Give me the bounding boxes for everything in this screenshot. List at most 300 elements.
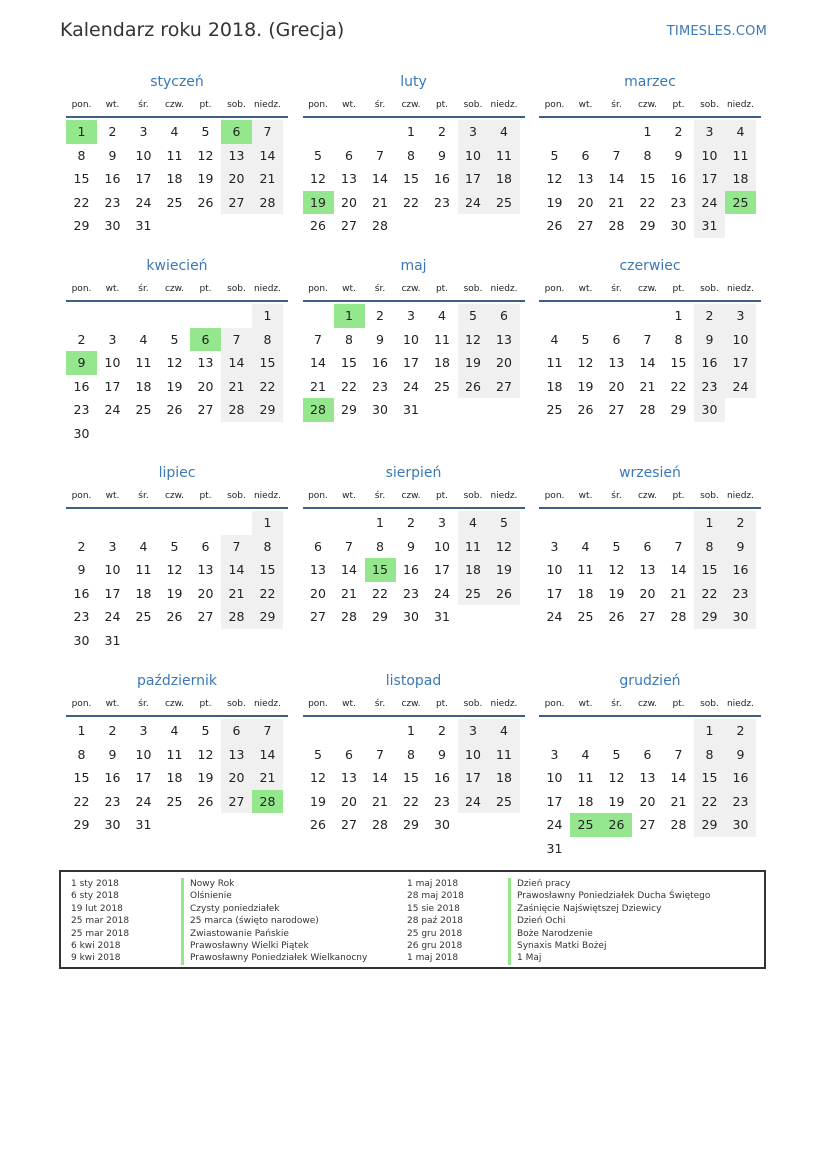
- day-cell: 20: [221, 766, 252, 790]
- day-cell: 26: [166, 402, 183, 417]
- empty-cell: [725, 214, 756, 238]
- day-cell: 30: [434, 817, 450, 832]
- site-link[interactable]: TIMESLES.COM: [666, 24, 767, 39]
- weekday-label: sob.: [700, 491, 719, 501]
- holiday-day-cell: 28: [252, 790, 283, 814]
- empty-cell: [570, 719, 601, 743]
- day-cell: 23: [73, 402, 90, 417]
- day-cell: 21: [221, 375, 252, 399]
- legend-row: [407, 928, 747, 940]
- empty-cell: [128, 304, 159, 328]
- weekday-label: sob.: [463, 699, 483, 709]
- day-cell: 5: [201, 124, 210, 139]
- day-cell: 16: [434, 770, 450, 785]
- day-cell: 9: [725, 535, 756, 559]
- day-cell: 13: [489, 328, 520, 352]
- day-cell: 2: [108, 124, 117, 139]
- day-cell: 13: [341, 770, 357, 785]
- day-cell: 26: [458, 375, 489, 399]
- day-cell: 7: [345, 538, 353, 554]
- day-cell: 3: [458, 120, 489, 144]
- day-cell: 24: [546, 817, 563, 832]
- day-cell: 23: [725, 582, 756, 606]
- day-cell: 17: [546, 585, 563, 601]
- day-cell: 27: [310, 609, 326, 624]
- day-cell: 21: [252, 766, 283, 790]
- empty-cell: [190, 813, 221, 837]
- day-cell: 10: [694, 144, 725, 168]
- empty-cell: [66, 304, 97, 328]
- legend-date: 6 kwi 2018: [71, 940, 121, 951]
- day-cell: 21: [310, 378, 326, 394]
- day-cell: 16: [725, 558, 756, 582]
- weekday-header: [303, 278, 525, 302]
- day-cell: 11: [434, 331, 450, 347]
- day-cell: 5: [201, 723, 210, 738]
- day-cell: 12: [489, 535, 520, 559]
- month-name: październik: [137, 673, 217, 689]
- day-cell: 13: [639, 562, 656, 577]
- month-block: [539, 671, 761, 856]
- day-cell: 11: [166, 746, 183, 762]
- day-cell: 24: [694, 191, 725, 215]
- day-cell: 7: [221, 535, 252, 559]
- empty-cell: [489, 214, 520, 238]
- day-cell: 14: [608, 171, 625, 186]
- day-cell: 28: [670, 817, 687, 832]
- day-cell: 2: [438, 124, 446, 139]
- day-cell: 16: [73, 378, 90, 394]
- day-cell: 14: [252, 743, 283, 767]
- legend-date: 25 mar 2018: [71, 916, 130, 927]
- empty-cell: [190, 511, 221, 535]
- day-cell: 5: [314, 147, 322, 163]
- day-cell: 19: [608, 585, 625, 601]
- empty-cell: [97, 511, 128, 535]
- day-cell: 24: [403, 378, 419, 394]
- empty-cell: [190, 214, 221, 238]
- weekday-label: czw.: [637, 491, 658, 501]
- day-cell: 29: [670, 402, 687, 417]
- day-cell: 24: [135, 194, 152, 210]
- weekday-label: czw.: [401, 699, 421, 709]
- days-grid: [66, 304, 288, 445]
- empty-cell: [252, 422, 283, 446]
- empty-cell: [539, 719, 570, 743]
- month-block: [303, 256, 525, 463]
- day-cell: 17: [725, 351, 756, 375]
- day-cell: 24: [434, 585, 450, 601]
- day-cell: 25: [546, 402, 563, 417]
- day-cell: 25: [577, 609, 594, 624]
- day-cell: 11: [489, 743, 520, 767]
- day-cell: 14: [639, 355, 656, 370]
- day-cell: 22: [252, 582, 283, 606]
- day-cell: 25: [166, 793, 183, 809]
- empty-cell: [190, 422, 221, 446]
- day-cell: 4: [725, 120, 756, 144]
- empty-cell: [601, 719, 632, 743]
- day-cell: 15: [694, 766, 725, 790]
- day-cell: 10: [546, 770, 563, 785]
- day-cell: 21: [639, 378, 656, 394]
- day-cell: 8: [643, 147, 652, 163]
- day-cell: 20: [197, 585, 214, 601]
- day-cell: 22: [252, 375, 283, 399]
- weekday-label: niedz.: [253, 491, 282, 501]
- day-cell: 16: [670, 171, 687, 186]
- empty-cell: [159, 304, 190, 328]
- day-cell: 22: [372, 585, 388, 601]
- day-cell: 22: [73, 793, 90, 809]
- day-cell: 28: [372, 817, 388, 832]
- day-cell: 25: [458, 582, 489, 606]
- day-cell: 27: [197, 402, 214, 417]
- day-cell: 6: [643, 746, 652, 762]
- day-cell: 6: [489, 304, 520, 328]
- day-cell: 5: [458, 304, 489, 328]
- day-cell: 18: [546, 378, 563, 394]
- day-cell: 11: [166, 147, 183, 163]
- weekday-label: pon.: [544, 699, 565, 709]
- empty-cell: [427, 214, 458, 238]
- day-cell: 30: [670, 218, 687, 233]
- empty-cell: [128, 629, 159, 653]
- day-cell: 11: [458, 535, 489, 559]
- day-cell: 26: [310, 218, 326, 233]
- day-cell: 6: [345, 147, 353, 163]
- legend-holiday-name: Synaxis Matki Bożej: [508, 940, 606, 952]
- weekday-label: śr.: [138, 491, 149, 501]
- day-cell: 22: [341, 378, 357, 394]
- day-cell: 12: [608, 562, 625, 577]
- day-cell: 29: [341, 402, 357, 417]
- month-name: styczeń: [150, 74, 204, 90]
- day-cell: 1: [694, 511, 725, 535]
- day-cell: 20: [197, 378, 214, 394]
- days-grid: [539, 120, 761, 238]
- day-cell: 4: [170, 723, 179, 738]
- empty-cell: [601, 304, 632, 328]
- day-cell: 9: [725, 743, 756, 767]
- day-cell: 31: [104, 632, 121, 648]
- month-name: maj: [400, 258, 427, 274]
- day-cell: 10: [725, 328, 756, 352]
- day-cell: 12: [577, 355, 594, 370]
- empty-cell: [252, 813, 283, 837]
- day-cell: 24: [725, 375, 756, 399]
- legend-date: 28 paź 2018: [407, 916, 464, 927]
- weekday-label: sob.: [700, 284, 719, 294]
- day-cell: 6: [581, 147, 590, 163]
- empty-cell: [365, 719, 396, 743]
- day-cell: 14: [372, 770, 388, 785]
- legend-holiday-name: Prawosławny Wielki Piątek: [181, 940, 309, 952]
- day-cell: 8: [407, 147, 415, 163]
- day-cell: 9: [407, 538, 415, 554]
- day-cell: 20: [639, 793, 656, 809]
- day-cell: 8: [252, 328, 283, 352]
- day-cell: 29: [639, 218, 656, 233]
- weekday-label: niedz.: [726, 100, 755, 110]
- day-cell: 25: [489, 191, 520, 215]
- days-grid: [66, 120, 288, 238]
- day-cell: 12: [310, 770, 326, 785]
- empty-cell: [221, 629, 252, 653]
- day-cell: 28: [608, 218, 625, 233]
- legend-row: [407, 890, 747, 902]
- day-cell: 15: [403, 171, 419, 186]
- day-cell: 13: [310, 562, 326, 577]
- weekday-label: czw.: [637, 699, 658, 709]
- empty-cell: [489, 398, 520, 422]
- weekday-header: [66, 278, 288, 302]
- day-cell: 14: [372, 171, 388, 186]
- day-cell: 21: [341, 585, 357, 601]
- day-cell: 18: [489, 167, 520, 191]
- weekday-label: śr.: [374, 284, 386, 294]
- empty-cell: [303, 719, 334, 743]
- month-block: [303, 671, 525, 851]
- weekday-label: pt.: [199, 491, 212, 501]
- weekday-label: wt.: [105, 284, 120, 294]
- day-cell: 3: [438, 515, 446, 530]
- day-cell: 4: [489, 120, 520, 144]
- day-cell: 3: [458, 719, 489, 743]
- empty-cell: [159, 214, 190, 238]
- legend-date: 19 lut 2018: [71, 903, 123, 914]
- empty-cell: [221, 304, 252, 328]
- day-cell: 5: [612, 746, 621, 762]
- day-cell: 9: [108, 746, 117, 762]
- empty-cell: [252, 629, 283, 653]
- day-cell: 7: [252, 120, 283, 144]
- weekday-label: pt.: [199, 699, 212, 709]
- weekday-label: pon.: [71, 491, 92, 501]
- weekday-header: [66, 485, 288, 509]
- day-cell: 15: [252, 558, 283, 582]
- weekday-label: pt.: [435, 699, 449, 709]
- day-cell: 8: [252, 535, 283, 559]
- day-cell: 15: [694, 558, 725, 582]
- day-cell: 30: [725, 813, 756, 837]
- day-cell: 23: [670, 194, 687, 210]
- day-cell: 25: [135, 609, 152, 624]
- day-cell: 8: [77, 746, 86, 762]
- day-cell: 3: [725, 304, 756, 328]
- weekday-label: niedz.: [253, 284, 282, 294]
- empty-cell: [334, 719, 365, 743]
- weekday-label: pon.: [308, 100, 328, 110]
- day-cell: 10: [458, 743, 489, 767]
- day-cell: 10: [135, 746, 152, 762]
- weekday-label: sob.: [700, 699, 719, 709]
- days-grid: [539, 304, 761, 422]
- day-cell: 2: [694, 304, 725, 328]
- legend-holiday-name: Prawosławny Poniedziałek Ducha Świętego: [508, 890, 710, 902]
- month-name: luty: [400, 74, 427, 90]
- day-cell: 8: [407, 746, 415, 762]
- day-cell: 7: [376, 147, 384, 163]
- weekday-header: [539, 693, 761, 717]
- weekday-label: pt.: [672, 284, 685, 294]
- day-cell: 11: [546, 355, 563, 370]
- empty-cell: [303, 511, 334, 535]
- legend-row: [407, 903, 747, 915]
- day-cell: 18: [135, 378, 152, 394]
- empty-cell: [570, 511, 601, 535]
- empty-cell: [458, 398, 489, 422]
- day-cell: 4: [438, 308, 446, 323]
- day-cell: 7: [674, 746, 683, 762]
- legend-row: [407, 915, 747, 927]
- legend-date: 6 sty 2018: [71, 891, 119, 902]
- day-cell: 9: [694, 328, 725, 352]
- day-cell: 15: [341, 355, 357, 370]
- empty-cell: [601, 511, 632, 535]
- day-cell: 21: [221, 582, 252, 606]
- empty-cell: [159, 511, 190, 535]
- weekday-label: czw.: [164, 699, 185, 709]
- day-cell: 26: [197, 194, 214, 210]
- month-name: listopad: [385, 673, 442, 689]
- month-name: kwiecień: [146, 258, 208, 274]
- empty-cell: [97, 422, 128, 446]
- day-cell: 9: [674, 147, 683, 163]
- day-cell: 9: [77, 562, 86, 577]
- day-cell: 30: [104, 218, 121, 233]
- months-grid: [66, 72, 761, 856]
- day-cell: 19: [458, 351, 489, 375]
- month-name: czerwiec: [619, 258, 681, 274]
- weekday-header: [539, 94, 761, 118]
- weekday-label: wt.: [105, 699, 120, 709]
- day-cell: 30: [694, 398, 725, 422]
- day-cell: 14: [341, 562, 357, 577]
- day-cell: 6: [201, 538, 210, 554]
- day-cell: 22: [73, 194, 90, 210]
- day-cell: 18: [577, 585, 594, 601]
- day-cell: 8: [694, 535, 725, 559]
- weekday-header: [539, 278, 761, 302]
- day-cell: 28: [372, 218, 388, 233]
- weekday-header: [66, 693, 288, 717]
- day-cell: 13: [639, 770, 656, 785]
- weekday-label: czw.: [164, 100, 185, 110]
- holiday-day-cell: 6: [190, 328, 221, 352]
- weekday-label: niedz.: [253, 100, 282, 110]
- weekday-label: sob.: [700, 100, 719, 110]
- weekday-label: pon.: [308, 491, 328, 501]
- holiday-day-cell: 1: [334, 304, 365, 328]
- empty-cell: [458, 813, 489, 837]
- day-cell: 1: [77, 723, 86, 738]
- legend-date: 25 gru 2018: [407, 928, 463, 939]
- day-cell: 11: [725, 144, 756, 168]
- legend-holiday-name: Dzień pracy: [508, 878, 570, 890]
- weekday-label: pt.: [672, 491, 685, 501]
- month-block: [66, 671, 288, 851]
- day-cell: 30: [73, 425, 90, 441]
- weekday-label: pt.: [199, 284, 212, 294]
- weekday-label: niedz.: [490, 100, 518, 110]
- day-cell: 9: [438, 746, 446, 762]
- day-cell: 19: [166, 585, 183, 601]
- day-cell: 27: [221, 191, 252, 215]
- day-cell: 21: [252, 167, 283, 191]
- day-cell: 19: [546, 194, 563, 210]
- empty-cell: [159, 422, 190, 446]
- weekday-label: wt.: [578, 284, 593, 294]
- day-cell: 2: [674, 124, 683, 139]
- empty-cell: [663, 511, 694, 535]
- day-cell: 21: [372, 194, 388, 210]
- day-cell: 18: [434, 355, 450, 370]
- day-cell: 22: [639, 194, 656, 210]
- empty-cell: [663, 837, 694, 861]
- empty-cell: [539, 120, 570, 144]
- day-cell: 6: [612, 331, 621, 347]
- empty-cell: [252, 214, 283, 238]
- day-cell: 4: [581, 746, 590, 762]
- legend-row: [71, 915, 411, 927]
- empty-cell: [632, 837, 663, 861]
- legend-holiday-name: Zwiastowanie Pańskie: [181, 928, 289, 940]
- day-cell: 13: [221, 144, 252, 168]
- day-cell: 5: [581, 331, 590, 347]
- day-cell: 9: [108, 147, 117, 163]
- empty-cell: [458, 605, 489, 629]
- day-cell: 11: [577, 770, 594, 785]
- day-cell: 18: [135, 585, 152, 601]
- day-cell: 1: [252, 304, 283, 328]
- empty-cell: [694, 837, 725, 861]
- day-cell: 29: [73, 218, 90, 233]
- day-cell: 15: [252, 351, 283, 375]
- legend-row: [407, 940, 747, 952]
- day-cell: 2: [376, 308, 384, 323]
- day-cell: 15: [670, 355, 687, 370]
- day-cell: 16: [73, 585, 90, 601]
- day-cell: 18: [166, 171, 183, 186]
- weekday-label: niedz.: [726, 491, 755, 501]
- day-cell: 12: [197, 147, 214, 163]
- legend-date: 1 sty 2018: [71, 879, 119, 889]
- month-name: lipiec: [158, 465, 196, 481]
- day-cell: 21: [608, 194, 625, 210]
- day-cell: 27: [639, 817, 656, 832]
- day-cell: 20: [310, 585, 326, 601]
- day-cell: 7: [252, 719, 283, 743]
- weekday-header: [66, 94, 288, 118]
- empty-cell: [539, 511, 570, 535]
- day-cell: 22: [403, 194, 419, 210]
- day-cell: 5: [314, 746, 322, 762]
- day-cell: 7: [674, 538, 683, 554]
- day-cell: 1: [407, 124, 415, 139]
- day-cell: 6: [643, 538, 652, 554]
- month-name: wrzesień: [619, 465, 681, 481]
- day-cell: 7: [314, 331, 322, 347]
- legend-holiday-name: Czysty poniedziałek: [181, 903, 279, 915]
- empty-cell: [97, 304, 128, 328]
- holiday-legend: [59, 870, 766, 969]
- day-cell: 29: [73, 817, 90, 832]
- empty-cell: [221, 422, 252, 446]
- weekday-label: czw.: [401, 284, 421, 294]
- weekday-label: pon.: [308, 699, 328, 709]
- day-cell: 17: [135, 171, 152, 186]
